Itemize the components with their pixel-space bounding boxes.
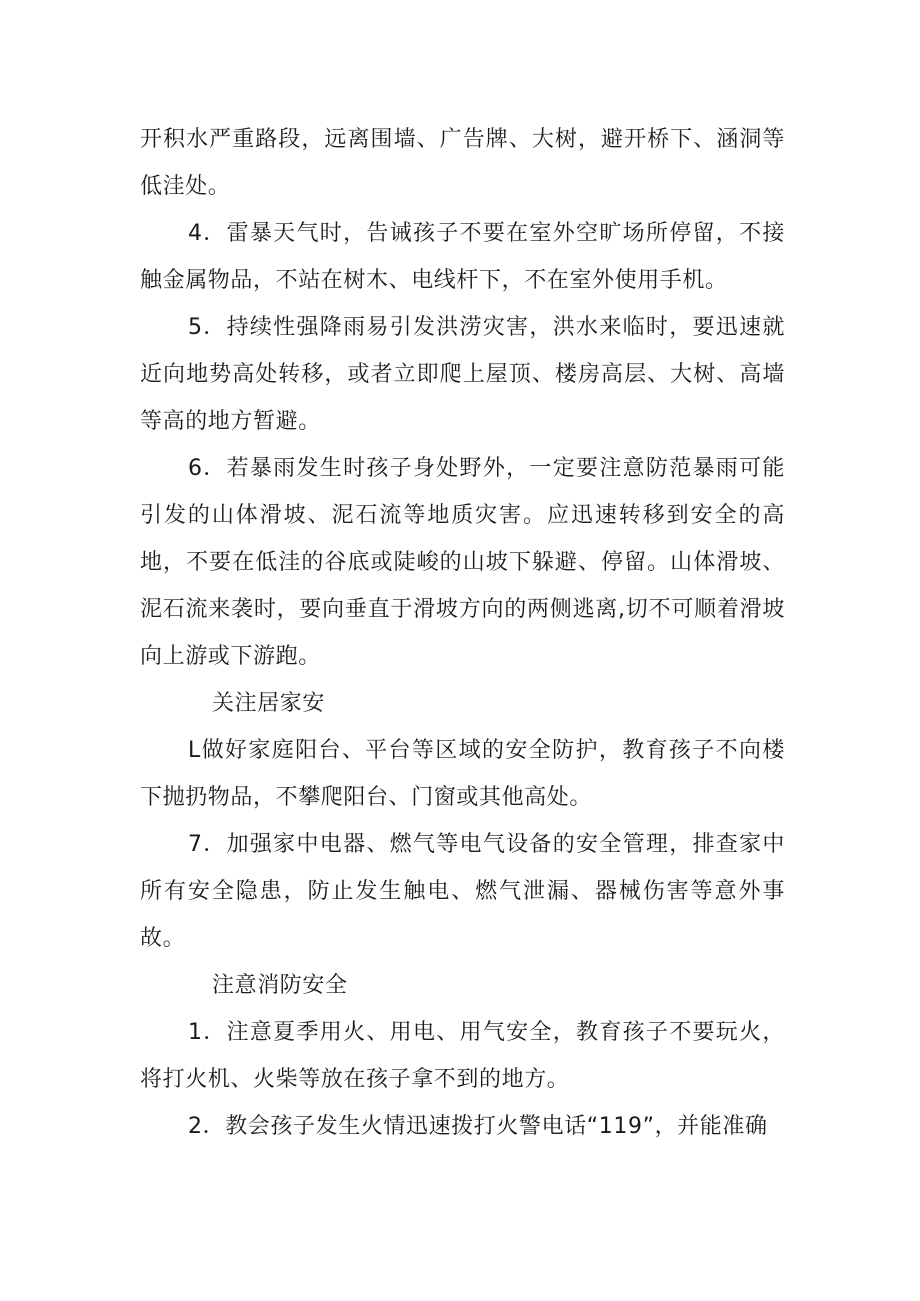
paragraph-continuation: 开积水严重路段，远离围墙、广告牌、大树，避开桥下、涵洞等低洼处。 (140, 127, 785, 199)
paragraph-thunderstorm: 4．雷暴天气时，告诫孩子不要在室外空旷场所停留，不接触金属物品，不站在树木、电线杆下，不在室外使用手机。 (140, 221, 785, 293)
paragraph-appliances: 7．加强家中电器、燃气等电气设备的安全管理，排查家中所有安全隐患，防止发生触电、燃气泄漏、器械伤害等意外事故。 (140, 832, 785, 951)
paragraph-fire-call: 2．教会孩子发生火情迅速拨打火警电话“119”，并能准确 (188, 1114, 768, 1139)
paragraph-flood: 5．持续性强降雨易引发洪涝灾害，洪水来临时，要迅速就近向地势高处转移，或者立即爬上屋顶、楼房高层、大树、高墙等高的地方暂避。 (140, 315, 785, 434)
document-body (140, 116, 785, 1150)
paragraph-balcony: L做好家庭阳台、平台等区域的安全防护，教育孩子不向楼下抛扔物品，不攀爬阳台、门窗或其他高处。 (140, 738, 785, 810)
section-heading-fire-safety: 注意消防安全 (212, 973, 348, 998)
paragraph-landslide: 6．若暴雨发生时孩子身处野外，一定要注意防范暴雨可能引发的山体滑坡、泥石流等地质灾害。应迅速转移到安全的高地，不要在低洼的谷底或陡峻的山坡下躲避、停留。山体滑坡、泥石流来袭时，要向垂直于滑坡方向的两侧逃离,切不可顺着滑坡向上游或下游跑。 (140, 456, 785, 669)
section-heading-home-safety: 关注居家安 (212, 691, 326, 716)
paragraph-fire-use: 1．注意夏季用火、用电、用气安全，教育孩子不要玩火，将打火机、火柴等放在孩子拿不到的地方。 (140, 1020, 785, 1092)
